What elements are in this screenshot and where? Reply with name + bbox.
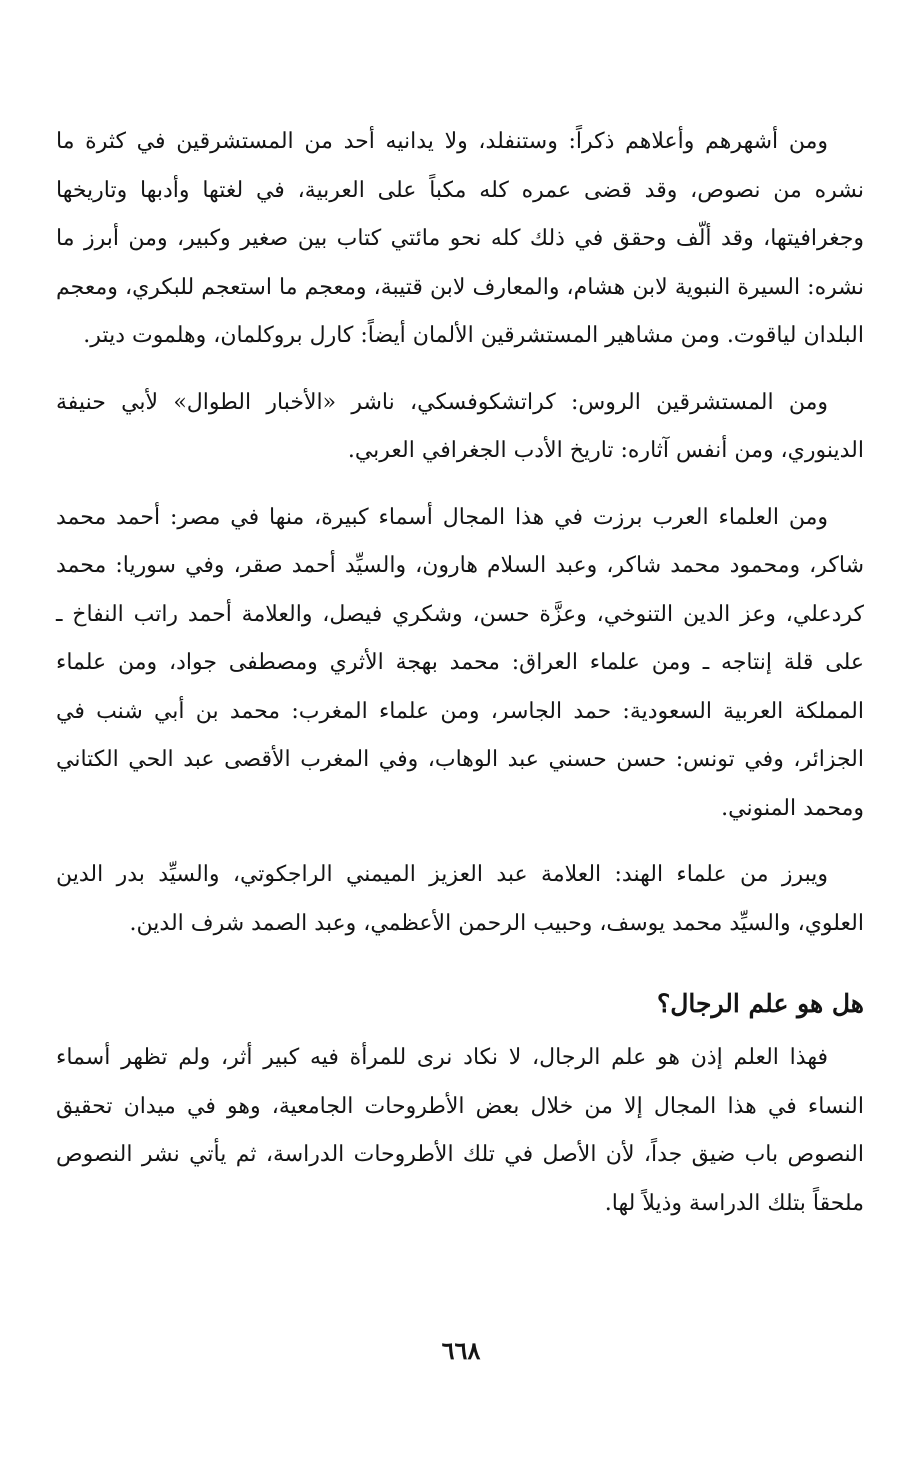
paragraph-gap [56,361,864,379]
paragraph-indian-scholars: ويبرز من علماء الهند: العلامة عبد العزيز الميمني الراجكوتي، والسيِّد بدر الدين العلوي، والسيِّد محمد يوسف، وحبيب الرحمن الأعظمي، وعبد الصمد شرف الدين. [56,862,864,936]
paragraph-gap [56,476,864,494]
paragraph-orientalists-german: ومن أشهرهم وأعلاهم ذكراً: وستنفلد، ولا يدانيه أحد من المستشرقين في كثرة ما نشره من نصوص، وقد قضى عمره كله مكباً على العربية، في لغتها وأدبها وتاريخها وجغرافيتها، وقد ألّف وحقق في ذلك كله نحو مائتي كتاب بين صغير وكبير، ومن أبرز ما نشره: السيرة النبوية لابن هشام، والمعارف لابن قتيبة، ومعجم ما استعجم للبكري، ومعجم البلدان لياقوت. ومن مشاهير المستشرقين الألمان أيضاً: كارل بروكلمان، وهلموت ديتر. [56,129,864,348]
paragraph-orientalists-russian: ومن المستشرقين الروس: كراتشكوفسكي، ناشر «الأخبار الطوال» لأبي حنيفة الدينوري، ومن أنفس آثاره: تاريخ الأدب الجغرافي العربي. [56,389,864,463]
section-heading: هل هو علم الرجال؟ [656,989,864,1018]
paragraph-gap [56,833,864,851]
paragraph-arab-scholars: ومن العلماء العرب برزت في هذا المجال أسماء كبيرة، منها في مصر: أحمد محمد شاكر، ومحمود محمد شاكر، وعبد السلام هارون، والسيِّد أحمد صقر، وفي سوريا: محمد كردعلي، وعز الدين التنوخي، وعزَّة حسن، وشكري فيصل، والعلامة أحمد راتب النفاخ ـ على قلة إنتاجه ـ ومن علماء العراق: محمد بهجة الأثري ومصطفى جواد، ومن علماء المملكة العربية السعودية: حمد الجاسر، ومن علماء المغرب: محمد بن أبي شنب في الجزائر، وفي تونس: حسن حسني عبد الوهاب، وفي المغرب الأقصى عبد الحي الكتاني ومحمد المنوني. [56,504,864,821]
paragraph-conclusion: فهذا العلم إذن هو علم الرجال، لا نكاد نرى للمرأة فيه كبير أثر، ولم تظهر أسماء النساء في هذا المجال إلا من خلال بعض الأطروحات الجامعية، وهو في ميدان تحقيق النصوص باب ضيق جداً، لأن الأصل في تلك الأطروحات الدراسة، ثم يأتي نشر النصوص ملحقاً بتلك الدراسة وذيلاً لها. [56,1045,864,1216]
page-number: ٦٦٨ [441,1336,481,1365]
page-body [56,118,864,1228]
